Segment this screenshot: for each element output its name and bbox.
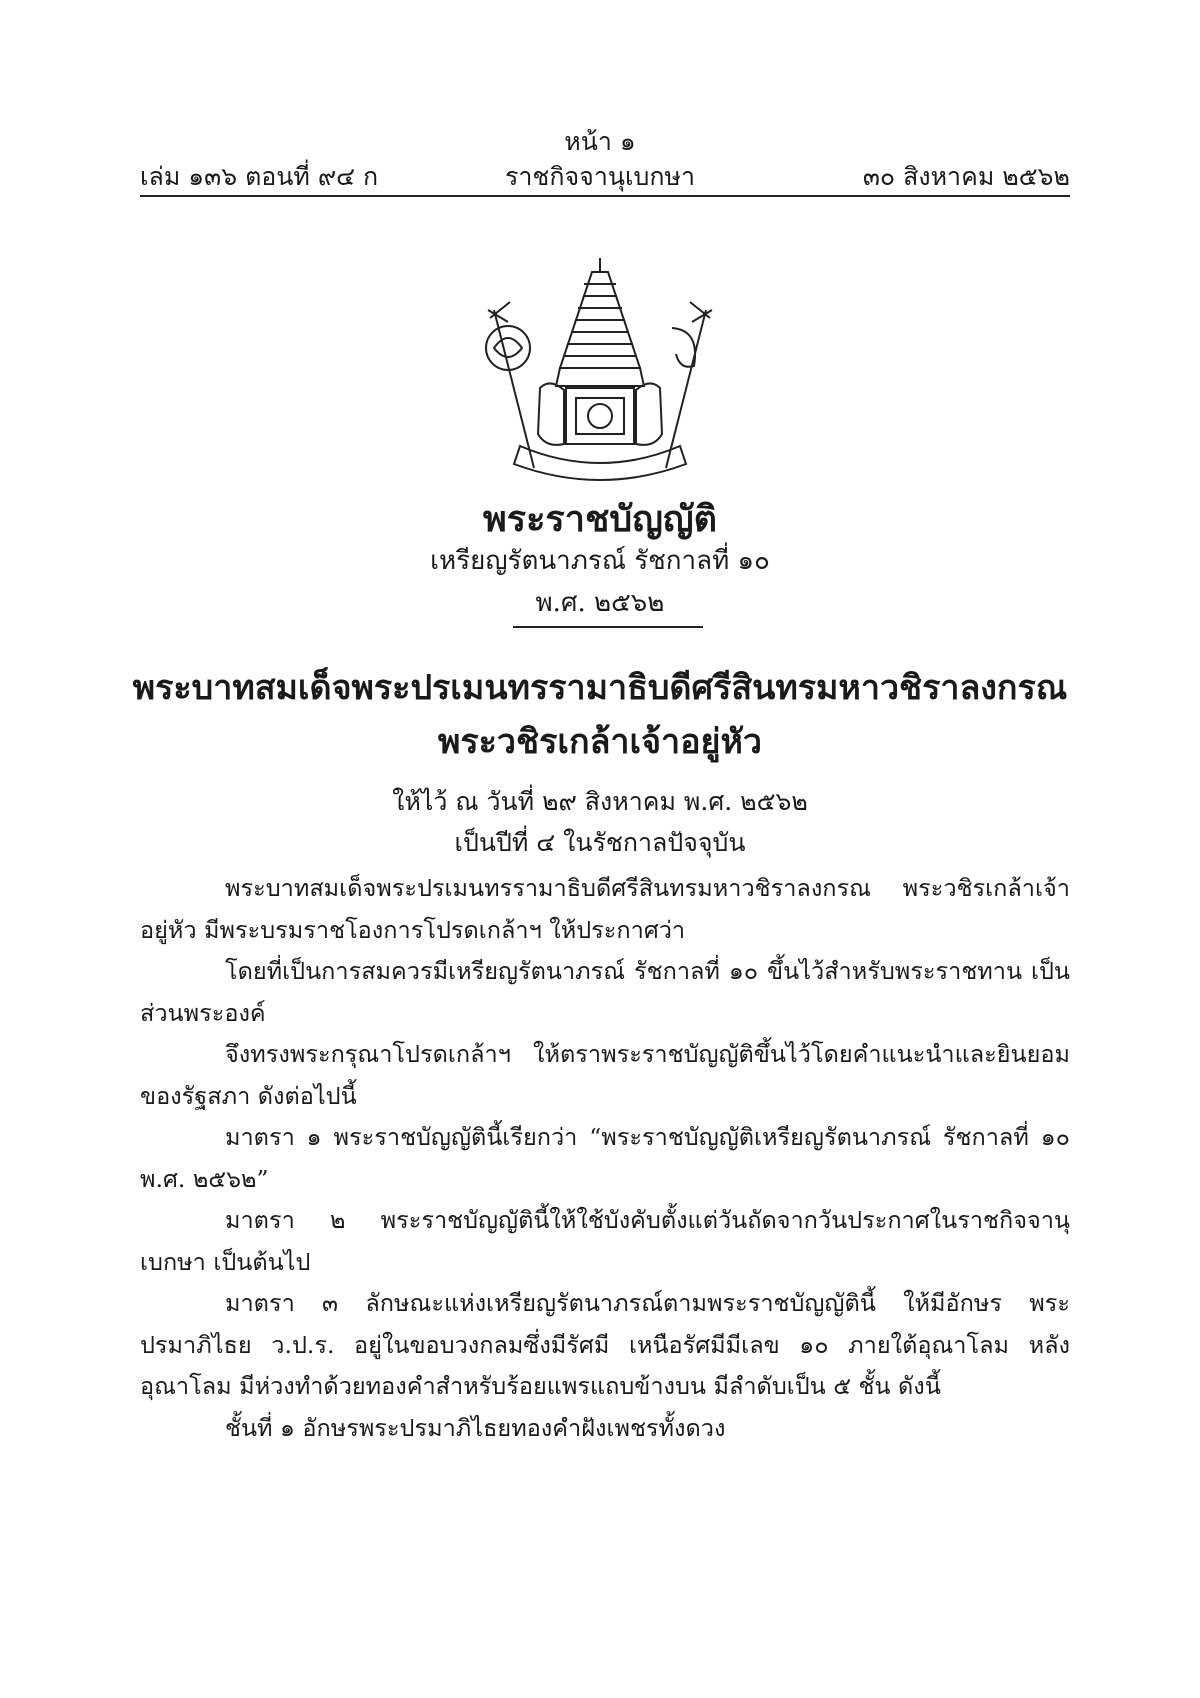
header-rule [140, 195, 1070, 197]
section-3: มาตรา ๓ ลักษณะแห่งเหรียญรัตนาภรณ์ตามพระราชบัญญัตินี้ ให้มีอักษร พระปรมาภิไธย ว.ป.ร. อยู่ในขอบวงกลมซึ่งมีรัศมี เหนือรัศมีมีเลข ๑๐ ภายใต้อุณาโลม หลังอุณาโลม มีห่วงทำด้วยทองคำสำหรับร้อยแพรแถบข้างบน มีลำดับเป็น ๕ ชั้น ดังนี้ [140, 1289, 1070, 1400]
act-year: พ.ศ. ๒๕๖๒ [535, 588, 665, 618]
given-date: ให้ไว้ ณ วันที่ ๒๙ สิงหาคม พ.ศ. ๒๕๖๒ [392, 787, 808, 816]
act-body [140, 868, 1070, 1449]
volume-issue: เล่ม ๑๓๖ ตอนที่ ๙๔ ก [140, 162, 379, 191]
section-2: มาตรา ๒ พระราชบัญญัตินี้ให้ใช้บังคับตั้งแต่วันถัดจากวันประกาศในราชกิจจานุเบกษา เป็นต้นไป [140, 1206, 1070, 1276]
royal-seal-emblem-icon [480, 258, 720, 488]
page-number: หน้า ๑ [564, 127, 636, 156]
class-1-item: ชั้นที่ ๑ อักษรพระปรมาภิไธยทองคำฝังเพชรทั้งดวง [225, 1413, 726, 1442]
king-name-line-2: พระวชิรเกล้าเจ้าอยู่หัว [438, 722, 762, 762]
enactment-paragraph: จึงทรงพระกรุณาโปรดเกล้าฯ ให้ตราพระราชบัญญัติขึ้นไว้โดยคำแนะนำและยินยอม ของรัฐสภา ดังต่อไปนี้ [140, 1040, 1070, 1110]
publication-date: ๓๐ สิงหาคม ๒๕๖๒ [862, 162, 1070, 191]
publication-name: ราชกิจจานุเบกษา [504, 162, 696, 191]
section-1: มาตรา ๑ พระราชบัญญัตินี้เรียกว่า “พระราชบัญญัติเหรียญรัตนาภรณ์ รัชกาลที่ ๑๐ พ.ศ. ๒๕๖๒” [140, 1123, 1070, 1193]
reign-year: เป็นปีที่ ๔ ในรัชกาลปัจจุบัน [454, 828, 746, 857]
king-name-line-1: พระบาทสมเด็จพระปรเมนทรรามาธิบดีศรีสินทรมหาวชิราลงกรณ [132, 668, 1068, 708]
act-subtitle: เหรียญรัตนาภรณ์ รัชกาลที่ ๑๐ [430, 546, 770, 576]
title-divider [513, 626, 703, 628]
preamble-paragraph: พระบาทสมเด็จพระปรเมนทรรามาธิบดีศรีสินทรมหาวชิราลงกรณ พระวชิรเกล้าเจ้าอยู่หัว มีพระบรมราชโองการโปรดเกล้าฯ ให้ประกาศว่า [140, 874, 1070, 944]
whereas-paragraph: โดยที่เป็นการสมควรมีเหรียญรัตนาภรณ์ รัชกาลที่ ๑๐ ขึ้นไว้สำหรับพระราชทาน เป็นส่วนพระองค์ [140, 957, 1070, 1027]
act-title: พระราชบัญญัติ [483, 498, 717, 540]
